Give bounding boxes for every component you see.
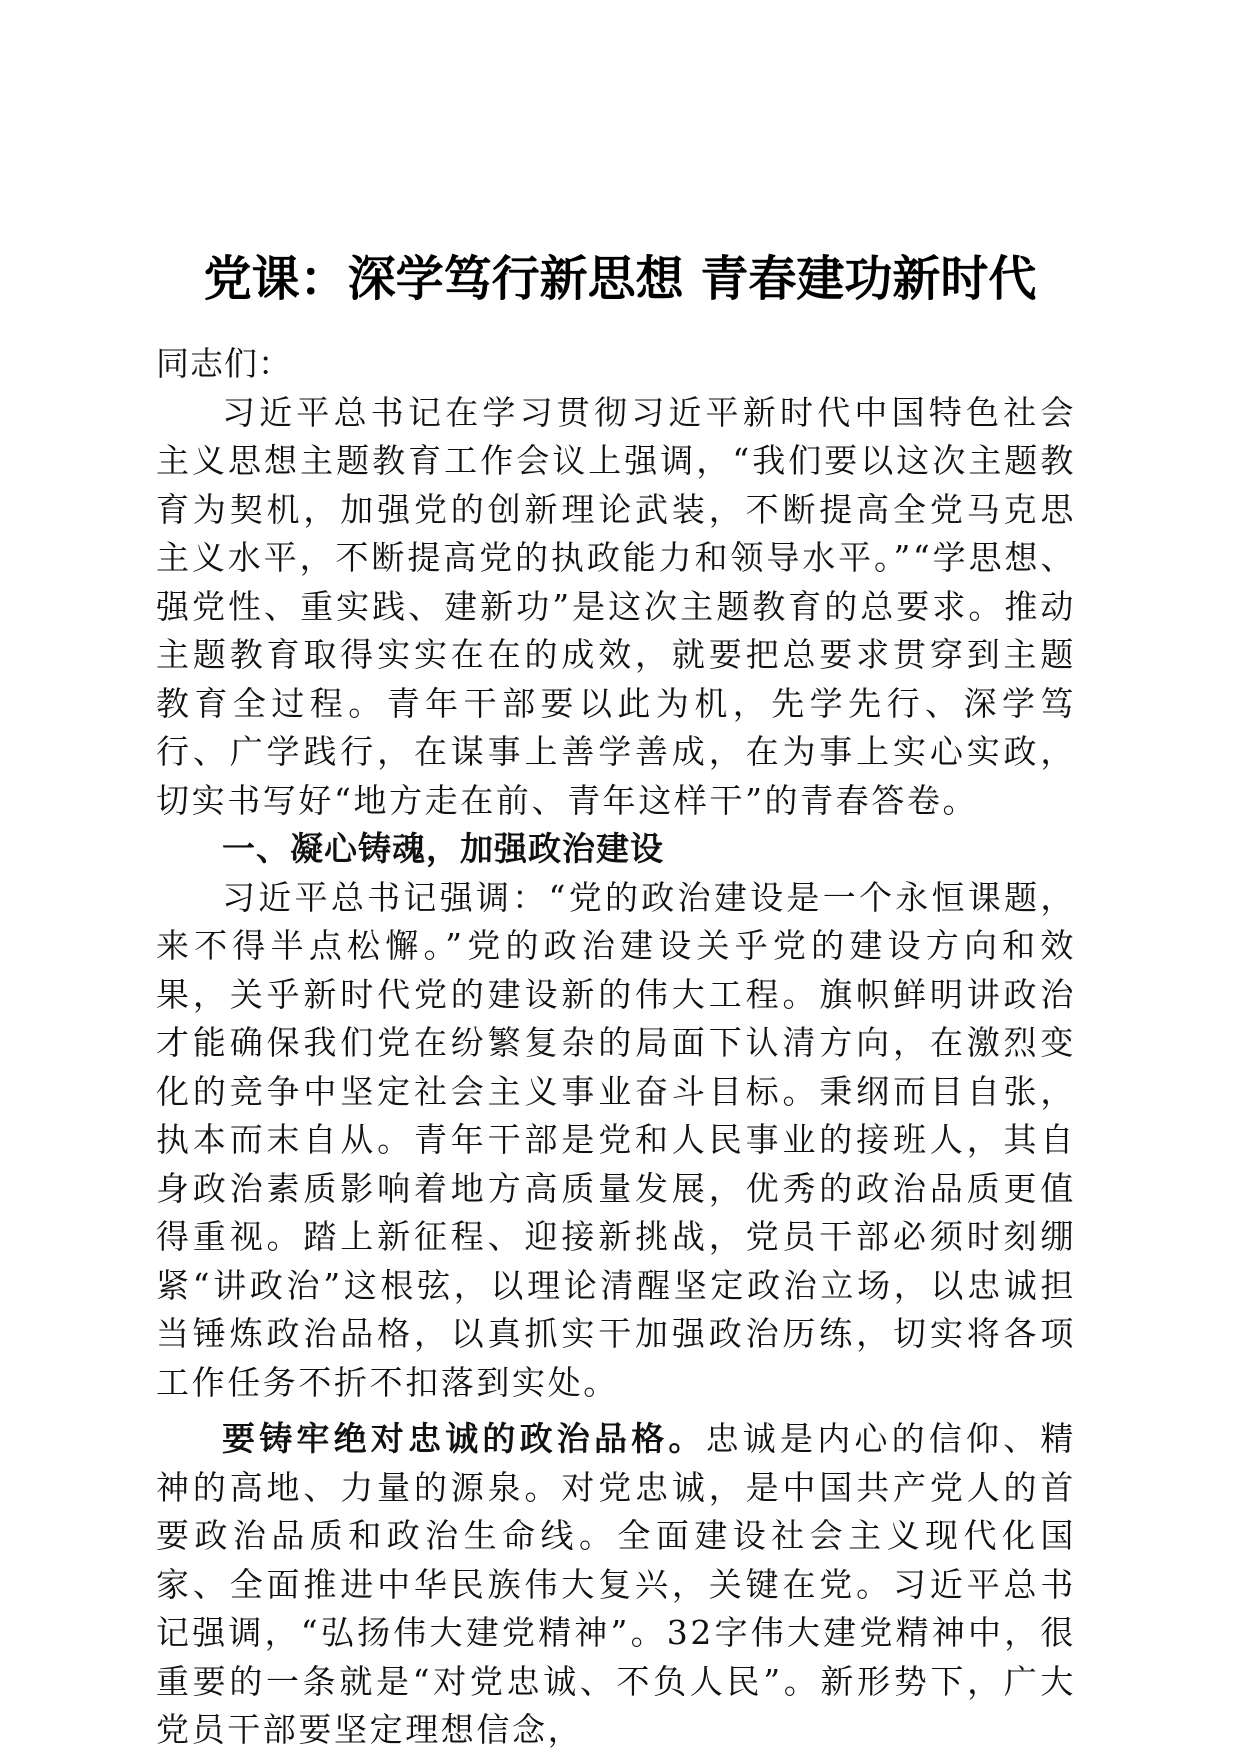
salutation: 同志们： [156, 344, 292, 383]
paragraph-political-building: 习近平总书记强调：“党的政治建设是一个永恒课题，来不得半点松懈。”党的政治建设关乎党的建设方向和效果，关乎新时代党的建设新的伟大工程。旗帜鲜明讲政治才能确保我们党在纷繁复杂的局面下认清方向，在激烈变化的竞争中坚定社会主义事业奋斗目标。秉纲而目自张，执本而末自从。青年干部是党和人民事业的接班人，其自身政治素质影响着地方高质量发展，优秀的政治品质更值得重视。踏上新征程、迎接新挑战，党员干部必须时刻绷紧“讲政治”这根弦，以理论清醒坚定政治立场，以忠诚担当锤炼政治品格，以真抓实干加强政治历练，切实将各项工作任务不折不扣落到实处。 [156, 877, 1076, 1402]
paragraph-spacer [156, 1407, 1076, 1415]
paragraph-loyalty-text: 忠诚是内心的信仰、精神的高地、力量的源泉。对党忠诚，是中国共产党人的首要政治品质和政治生命线。全面建设社会主义现代化国家、全面推进中华民族伟大复兴，关键在党。习近平总书记强调，“弘扬伟大建党精神”。32字伟大建党精神中，很重要的一条就是“对党忠诚、不负人民”。新形势下，广大党员干部要坚定理想信念， [156, 1419, 1076, 1749]
paragraph-intro: 习近平总书记在学习贯彻习近平新时代中国特色社会主义思想主题教育工作会议上强调，“我们要以这次主题教育为契机，加强党的创新理论武装，不断提高全党马克思主义水平，不断提高党的执政能力和领导水平。”“学思想、强党性、重实践、建新功”是这次主题教育的总要求。推动主题教育取得实实在在的成效，就要把总要求贯穿到主题教育全过程。青年干部要以此为机，先学先行、深学笃行、广学践行，在谋事上善学善成，在为事上实心实政，切实书写好“地方走在前、青年这样干”的青春答卷。 [156, 392, 1076, 820]
document-body [156, 340, 1076, 1755]
section-heading-1: 一、凝心铸魂，加强政治建设 [222, 829, 664, 868]
paragraph-lead-bold: 要铸牢绝对忠诚的政治品格。 [222, 1419, 706, 1458]
paragraph-loyalty [156, 1415, 1076, 1755]
document-title: 党课：深学笃行新思想 青春建功新时代 [203, 251, 1037, 307]
